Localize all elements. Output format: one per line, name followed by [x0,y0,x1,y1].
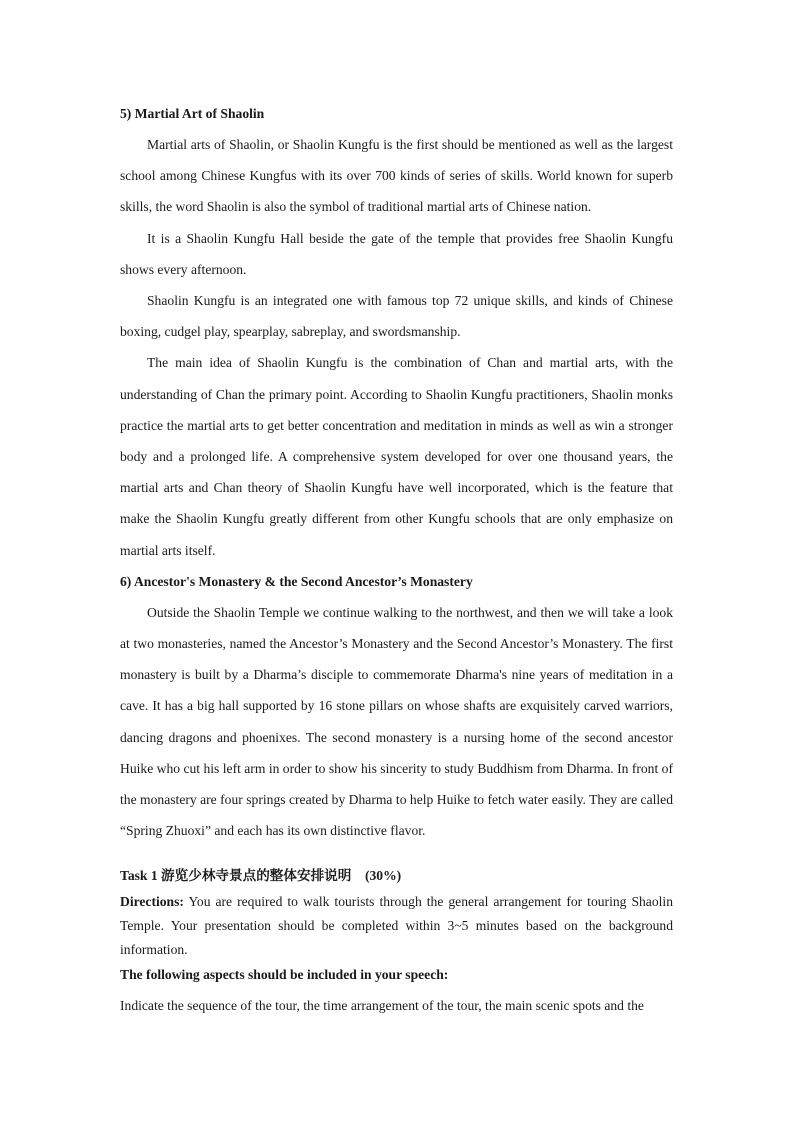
section-5-paragraph: The main idea of Shaolin Kungfu is the combination of Chan and martial arts, with the understanding of Chan the primary point. According to Shaolin Kungfu practitioners, Shaolin monks practice the martial arts to get better concentration and meditation in minds as well as win a stronger body and a prolonged life. A comprehensive system developed for over one thousand years, the martial arts and Chan theory of Shaolin Kungfu have well incorporated, which is the feature that make the Shaolin Kungfu greatly different from other Kungfu schools that are only emphasize on martial arts itself. [120,355,673,558]
section-6-heading: 6) Ancestor's Monastery & the Second Ancestor’s Monastery [120,573,473,589]
section-5-heading: 5) Martial Art of Shaolin [120,106,265,121]
section-5-paragraph: Martial arts of Shaolin, or Shaolin Kungfu is the first should be mentioned as well as the largest school among Chinese Kungfus with its over 700 kinds of series of skills. World known for superb skills, the word Shaolin is also the symbol of traditional martial arts of Chinese nation. [120,137,673,215]
directions-text: You are required to walk tourists through the general arrangement for touring Shaolin Temple. Your presentation should be completed within 3~5 minutes based on the background information. [120,894,673,958]
task-1-directions [120,890,673,962]
section-6-paragraph: Outside the Shaolin Temple we continue walking to the northwest, and then we will take a look at two monasteries, named the Ancestor’s Monastery and the Second Ancestor’s Monastery. The first monastery is built by a Dharma’s disciple to commemorate Dharma's nine years of meditation in a cave. It has a big hall supported by 16 stone pillars on whose shafts are exquisitely carved warriors, dancing dragons and phoenixes. The second monastery is a nursing home of the second ancestor Huike who cut his left arm in order to show his sincerity to study Buddhism from Dharma. In front of the monastery are four springs created by Dharma to help Huike to fetch water easily. They are called “Spring Zhuoxi” and each has its own distinctive flavor. [120,604,673,839]
section-5-paragraph: Shaolin Kungfu is an integrated one with famous top 72 unique skills, and kinds of Chinese boxing, cudgel play, spearplay, sabreplay, and swordsmanship. [120,293,673,340]
aspects-heading: The following aspects should be included in your speech: [120,967,449,983]
task-1-title: Task 1 游览少林寺景点的整体安排说明 (30%) [120,868,402,884]
aspects-text: Indicate the sequence of the tour, the time arrangement of the tour, the main scenic spots and the [120,998,644,1014]
section-5-paragraph: It is a Shaolin Kungfu Hall beside the gate of the temple that provides free Shaolin Kungfu shows every afternoon. [120,230,673,277]
document-page [120,98,673,1018]
directions-label: Directions: [120,894,184,910]
